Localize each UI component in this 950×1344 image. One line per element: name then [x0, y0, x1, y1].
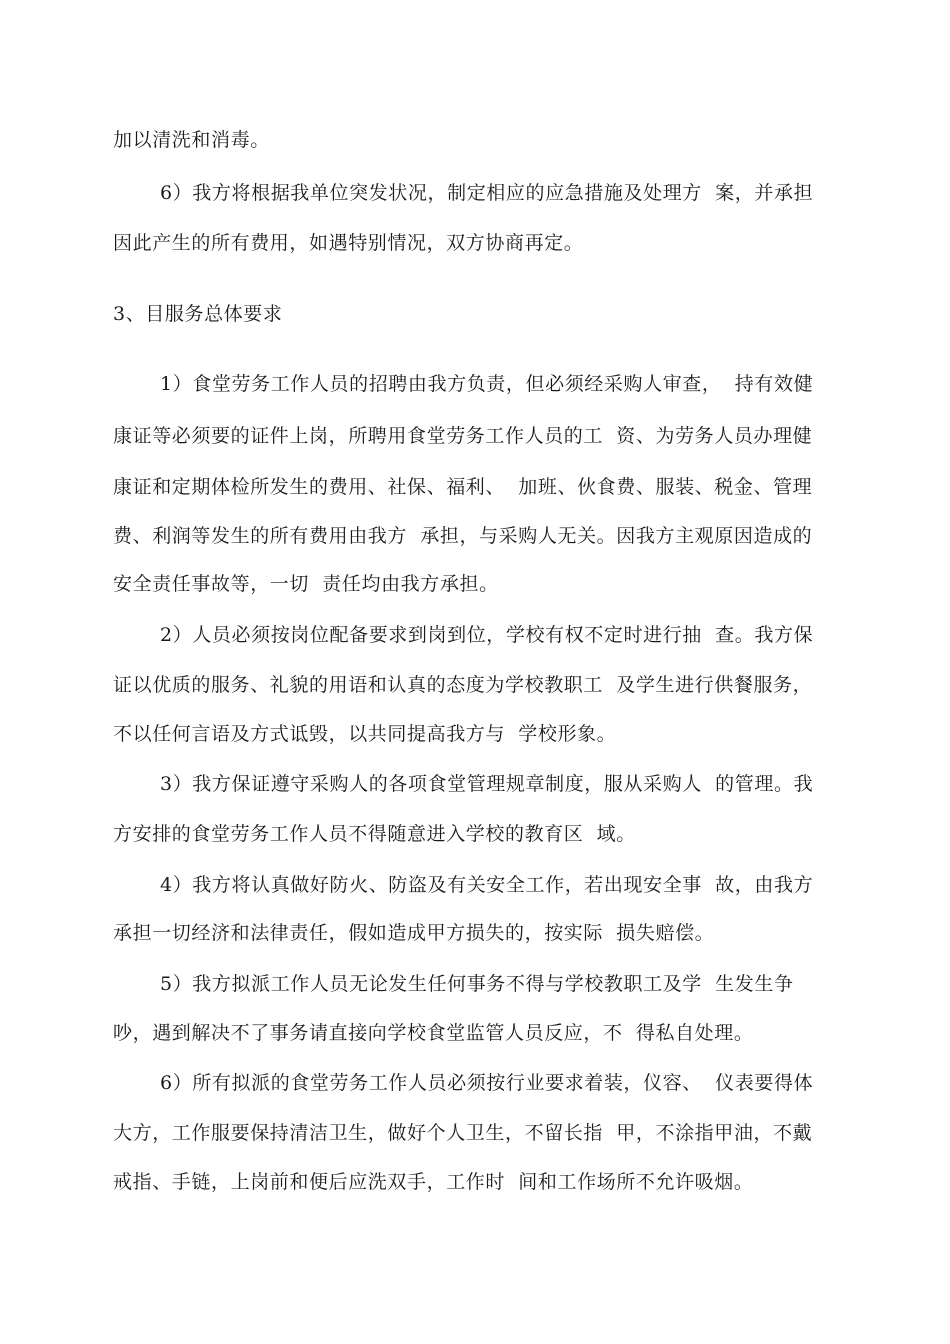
text-line: 康证和定期体检所发生的费用、社保、福利、 加班、伙食费、服装、税金、管理	[113, 476, 813, 498]
section-heading: 3、目服务总体要求	[113, 303, 283, 325]
text-line: 戒指、手链，上岗前和便后应洗双手，工作时 间和工作场所不允许吸烟。	[113, 1171, 754, 1193]
text-line: 证以优质的服务、礼貌的用语和认真的态度为学校教职工 及学生进行供餐服务，	[113, 674, 813, 696]
paragraph-2-line-1: 2）人员必须按岗位配备要求到岗到位，学校有权不定时进行抽 查。我方保	[160, 624, 814, 646]
paragraph-4-line-1: 4）我方将认真做好防火、防盗及有关安全工作，若出现安全事 故，由我方	[160, 874, 814, 896]
text-line: 加以清洗和消毒。	[113, 129, 270, 151]
text-line: 安全责任事故等，一切 责任均由我方承担。	[113, 573, 499, 595]
paragraph-5-line-1: 5）我方拟派工作人员无论发生任何事务不得与学校教职工及学 生发生争	[160, 973, 794, 995]
text-line: 承担一切经济和法律责任，假如造成甲方损失的，按实际 损失赔偿。	[113, 922, 715, 944]
text-line: 因此产生的所有费用，如遇特别情况，双方协商再定。	[113, 232, 584, 254]
paragraph-1-line-1: 1）食堂劳务工作人员的招聘由我方负责，但必须经采购人审查， 持有效健	[160, 373, 814, 395]
text-line: 不以任何言语及方式诋毁，以共同提高我方与 学校形象。	[113, 723, 617, 745]
text-line: 吵，遇到解决不了事务请直接向学校食堂监管人员反应，不 得私自处理。	[113, 1022, 754, 1044]
paragraph-6-line-1: 6）所有拟派的食堂劳务工作人员必须按行业要求着装，仪容、 仪表要得体	[160, 1072, 814, 1094]
text-line: 康证等必须要的证件上岗，所聘用食堂劳务工作人员的工 资、为劳务人员办理健	[113, 425, 813, 447]
text-line: 方安排的食堂劳务工作人员不得随意进入学校的教育区 域。	[113, 823, 636, 845]
paragraph-6-line-1: 6）我方将根据我单位突发状况，制定相应的应急措施及处理方 案，并承担	[160, 182, 814, 204]
text-line: 费、利润等发生的所有费用由我方 承担，与采购人无关。因我方主观原因造成的	[113, 525, 813, 547]
text-line: 大方，工作服要保持清洁卫生，做好个人卫生，不留长指 甲，不涂指甲油，不戴	[113, 1122, 813, 1144]
paragraph-3-line-1: 3）我方保证遵守采购人的各项食堂管理规章制度，服从采购人 的管理。我	[160, 773, 814, 795]
